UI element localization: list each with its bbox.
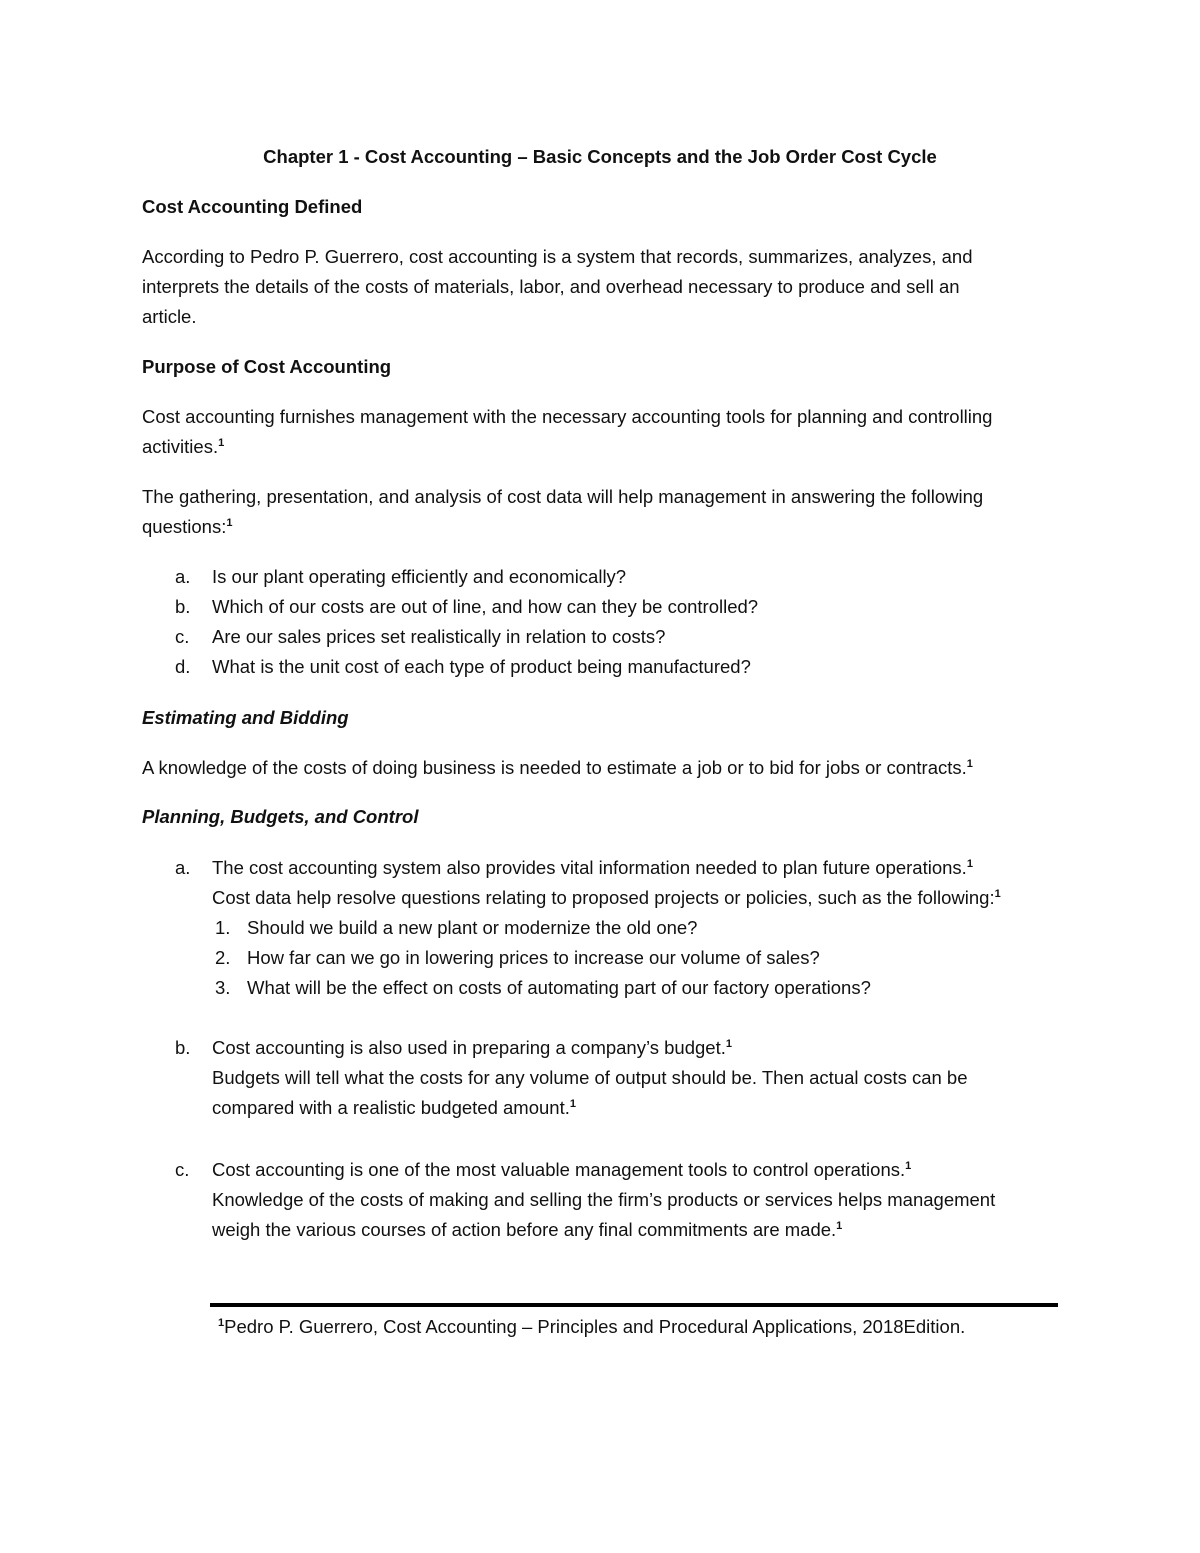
list-item-text: Knowledge of the costs of making and selling the firm’s products or services helps management bbox=[212, 1189, 996, 1210]
list-item-continuation bbox=[142, 883, 1062, 913]
footnote-ref: 1 bbox=[966, 857, 973, 870]
list-item-text: Budgets will tell what the costs for any volume of output should be. Then actual costs can be bbox=[212, 1067, 968, 1088]
list-marker: b. bbox=[175, 1037, 191, 1058]
list-item-text: Which of our costs are out of line, and how can they be controlled? bbox=[212, 596, 759, 617]
footnote-ref: 1 bbox=[994, 887, 1001, 900]
paragraph-line bbox=[142, 512, 1062, 542]
footnote-marker: 1 bbox=[218, 1316, 225, 1329]
sub-list-item bbox=[142, 973, 1062, 1003]
list-marker: c. bbox=[175, 626, 190, 647]
planning-item-c bbox=[142, 1155, 1062, 1245]
questions-list bbox=[142, 562, 1062, 682]
list-marker: d. bbox=[175, 656, 191, 677]
page-title: Chapter 1 - Cost Accounting – Basic Concepts and the Job Order Cost Cycle bbox=[263, 146, 937, 167]
estimating-paragraph bbox=[142, 753, 1062, 783]
list-item-text: The cost accounting system also provides vital information needed to plan future operations. bbox=[212, 857, 967, 878]
footnote-ref: 1 bbox=[725, 1037, 732, 1050]
paragraph-line: According to Pedro P. Guerrero, cost accounting is a system that records, summarizes, analyzes, and bbox=[142, 246, 973, 267]
paragraph-line: Cost accounting furnishes management with the necessary accounting tools for planning and controlling bbox=[142, 406, 993, 427]
planning-item-b bbox=[142, 1033, 1062, 1123]
paragraph-line bbox=[142, 753, 1062, 783]
list-marker: a. bbox=[175, 857, 191, 878]
list-item-text: How far can we go in lowering prices to increase our volume of sales? bbox=[247, 947, 820, 968]
list-item bbox=[142, 592, 1062, 622]
list-item bbox=[142, 622, 1062, 652]
list-marker: 2. bbox=[215, 947, 231, 968]
paragraph-line: interprets the details of the costs of materials, labor, and overhead necessary to produce and sell an bbox=[142, 276, 960, 297]
list-marker: b. bbox=[175, 596, 191, 617]
list-marker: a. bbox=[175, 566, 191, 587]
list-marker: 3. bbox=[215, 977, 231, 998]
list-item-text: What will be the effect on costs of automating part of our factory operations? bbox=[247, 977, 871, 998]
list-item-text: weigh the various courses of action before any final commitments are made. bbox=[212, 1219, 837, 1240]
footnote-ref: 1 bbox=[905, 1159, 912, 1172]
list-marker: 1. bbox=[215, 917, 231, 938]
footnote-ref: 1 bbox=[966, 757, 973, 770]
list-item-text: Are our sales prices set realistically in relation to costs? bbox=[212, 626, 666, 647]
footnote-ref: 1 bbox=[218, 436, 225, 449]
section-heading: Planning, Budgets, and Control bbox=[142, 806, 419, 827]
list-marker: c. bbox=[175, 1159, 190, 1180]
list-item-continuation bbox=[142, 1093, 1062, 1123]
paragraph-text: A knowledge of the costs of doing business is needed to estimate a job or to bid for jobs or contracts. bbox=[142, 757, 967, 778]
footnote bbox=[218, 1312, 1118, 1342]
list-item bbox=[142, 562, 1062, 592]
paragraph-line: article. bbox=[142, 306, 197, 327]
sub-list-item bbox=[142, 913, 1062, 943]
footnote-ref: 1 bbox=[569, 1097, 576, 1110]
list-item-continuation bbox=[142, 1215, 1062, 1245]
section-heading: Purpose of Cost Accounting bbox=[142, 356, 392, 377]
footnote-divider bbox=[210, 1303, 1058, 1307]
list-item-text: Is our plant operating efficiently and economically? bbox=[212, 566, 627, 587]
section-estimating bbox=[142, 703, 1062, 733]
list-item-text: What is the unit cost of each type of product being manufactured? bbox=[212, 656, 751, 677]
paragraph-text: questions: bbox=[142, 516, 227, 537]
list-item-text: Should we build a new plant or modernize the old one? bbox=[247, 917, 698, 938]
list-item-continuation bbox=[142, 1063, 1062, 1093]
list-item bbox=[142, 652, 1062, 682]
list-item bbox=[142, 853, 1062, 883]
list-item-text: Cost accounting is also used in preparing a company’s budget. bbox=[212, 1037, 726, 1058]
section-purpose bbox=[142, 352, 1062, 382]
list-item bbox=[142, 1033, 1062, 1063]
paragraph-text: activities. bbox=[142, 436, 219, 457]
section-heading: Cost Accounting Defined bbox=[142, 196, 363, 217]
list-item-text: Cost accounting is one of the most valuable management tools to control operations. bbox=[212, 1159, 906, 1180]
section-heading: Estimating and Bidding bbox=[142, 707, 349, 728]
paragraph-line bbox=[142, 432, 1062, 462]
purpose-paragraph-2 bbox=[142, 482, 1062, 542]
planning-item-a bbox=[142, 853, 1062, 1003]
sub-list-item bbox=[142, 943, 1062, 973]
footnote-text: Pedro P. Guerrero, Cost Accounting – Principles and Procedural Applications, 2018Edition. bbox=[224, 1316, 966, 1337]
definition-paragraph bbox=[142, 242, 1062, 332]
list-item bbox=[142, 1155, 1062, 1185]
section-planning bbox=[142, 802, 1062, 832]
footnote-ref: 1 bbox=[226, 516, 233, 529]
footnote-ref: 1 bbox=[836, 1219, 843, 1232]
section-cost-accounting-defined bbox=[142, 192, 1062, 222]
paragraph-line: The gathering, presentation, and analysis of cost data will help management in answering the following bbox=[142, 486, 984, 507]
list-item-text: compared with a realistic budgeted amount. bbox=[212, 1097, 570, 1118]
list-item-continuation bbox=[142, 1185, 1062, 1215]
purpose-paragraph-1 bbox=[142, 402, 1062, 462]
list-item-text: Cost data help resolve questions relating to proposed projects or policies, such as the following: bbox=[212, 887, 995, 908]
